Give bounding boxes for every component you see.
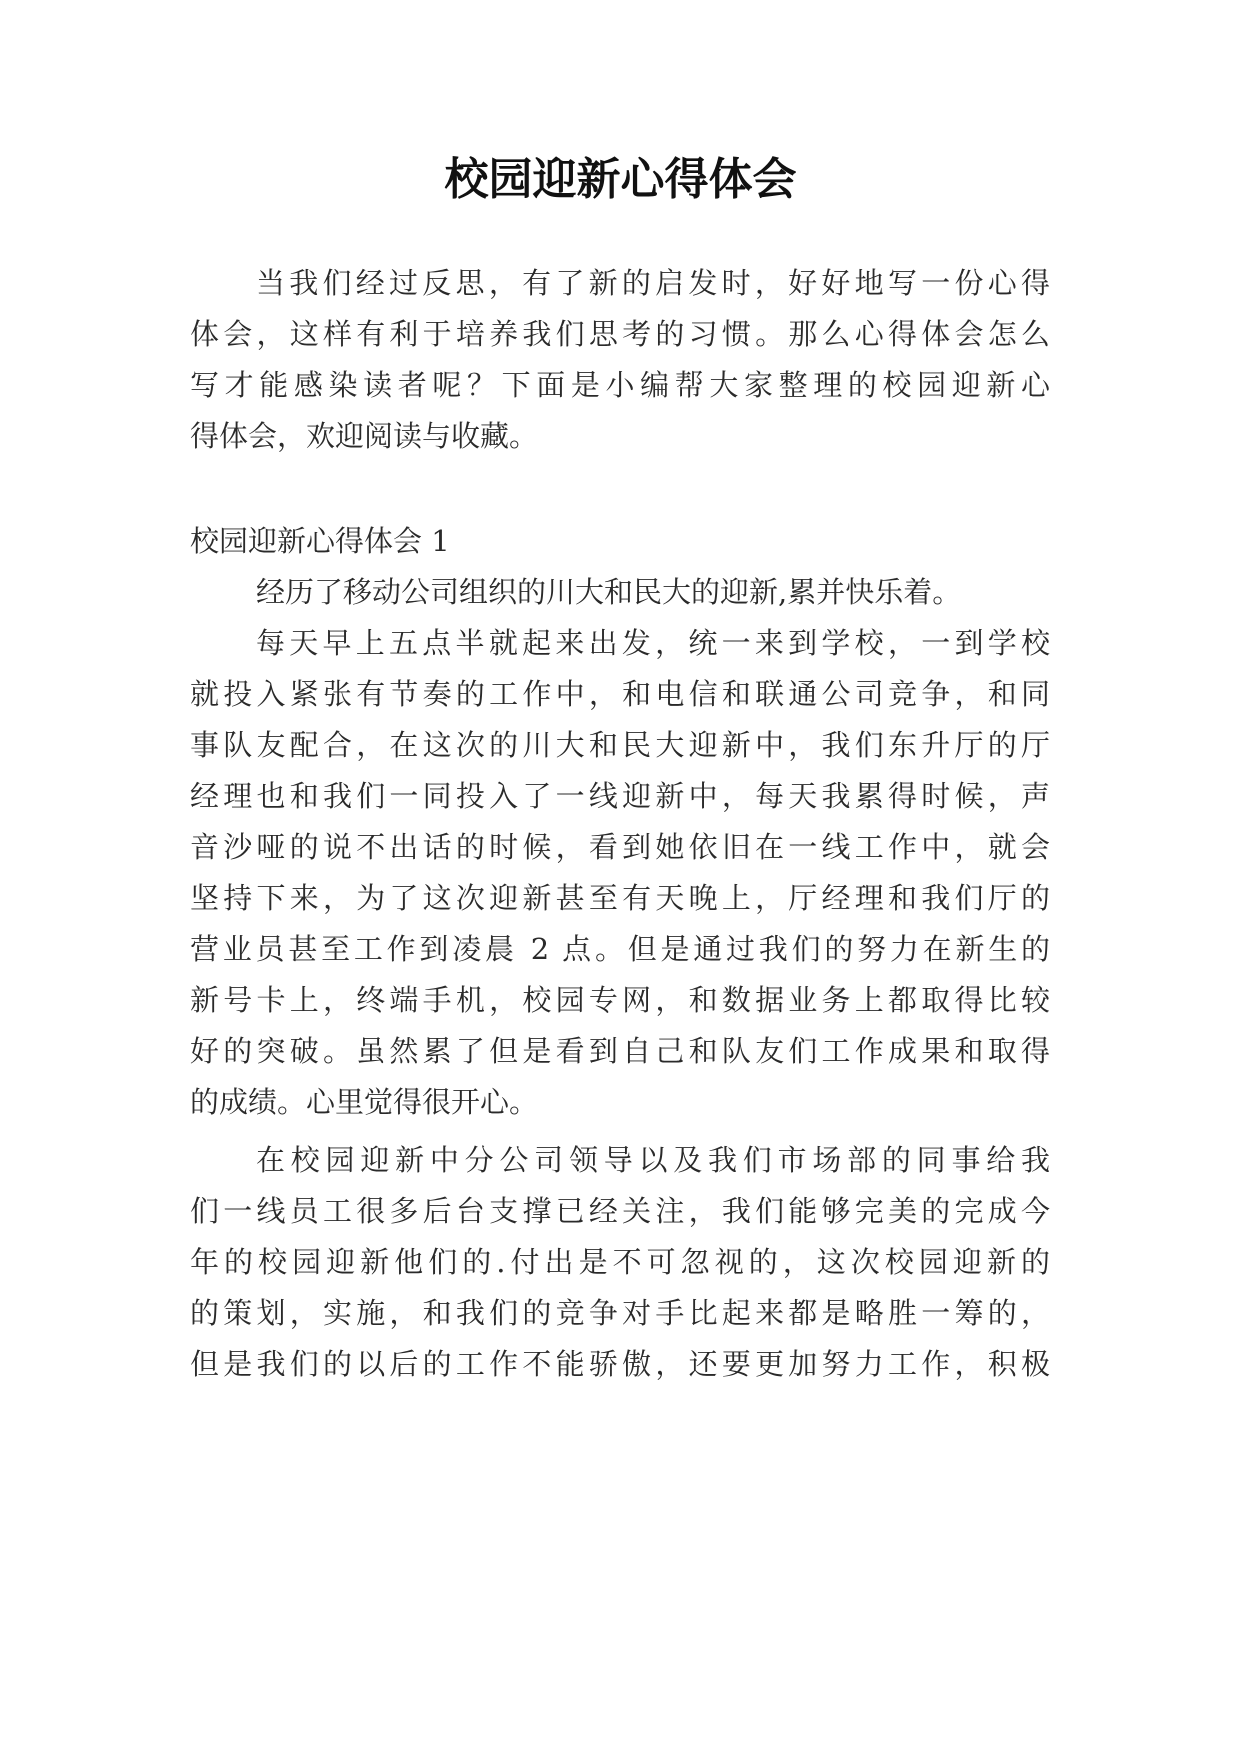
intro-line: 写才能感染读者呢？下面是小编帮大家整理的校园迎新心 xyxy=(190,368,1050,402)
paragraph-line: 的成绩。心里觉得很开心。 xyxy=(190,1085,539,1119)
paragraph-line: 的策划，实施，和我们的竞争对手比起来都是略胜一筹的， xyxy=(190,1296,1050,1330)
paragraph-line: 们一线员工很多后台支撑已经关注，我们能够完美的完成今 xyxy=(190,1194,1050,1228)
section-heading: 校园迎新心得体会 1 xyxy=(190,524,450,558)
intro-line: 当我们经过反思，有了新的启发时，好好地写一份心得 xyxy=(256,266,1050,300)
paragraph-line: 营业员甚至工作到凌晨 2 点。但是通过我们的努力在新生的 xyxy=(190,932,1050,966)
intro-line: 得体会，欢迎阅读与收藏。 xyxy=(190,419,539,453)
paragraph-line: 音沙哑的说不出话的时候，看到她依旧在一线工作中，就会 xyxy=(190,830,1050,864)
paragraph-line: 好的突破。虽然累了但是看到自己和队友们工作成果和取得 xyxy=(190,1034,1050,1068)
paragraph-line: 新号卡上，终端手机，校园专网，和数据业务上都取得比较 xyxy=(190,983,1050,1017)
paragraph-line: 在校园迎新中分公司领导以及我们市场部的同事给我 xyxy=(256,1143,1050,1177)
paragraph-line: 坚持下来，为了这次迎新甚至有天晚上，厅经理和我们厅的 xyxy=(190,881,1050,915)
paragraph-line: 年的校园迎新他们的.付出是不可忽视的，这次校园迎新的 xyxy=(190,1245,1050,1279)
paragraph-line: 经理也和我们一同投入了一线迎新中，每天我累得时候，声 xyxy=(190,779,1050,813)
paragraph-line: 事队友配合，在这次的川大和民大迎新中，我们东升厅的厅 xyxy=(190,728,1050,762)
intro-line: 体会，这样有利于培养我们思考的习惯。那么心得体会怎么 xyxy=(190,317,1050,351)
paragraph-line: 但是我们的以后的工作不能骄傲，还要更加努力工作，积极 xyxy=(190,1347,1050,1381)
paragraph-line: 经历了移动公司组织的川大和民大的迎新,累并快乐着。 xyxy=(256,575,962,609)
document-title: 校园迎新心得体会 xyxy=(444,154,797,205)
paragraph-line: 就投入紧张有节奏的工作中，和电信和联通公司竞争，和同 xyxy=(190,677,1050,711)
paragraph-line: 每天早上五点半就起来出发，统一来到学校，一到学校 xyxy=(256,626,1050,660)
